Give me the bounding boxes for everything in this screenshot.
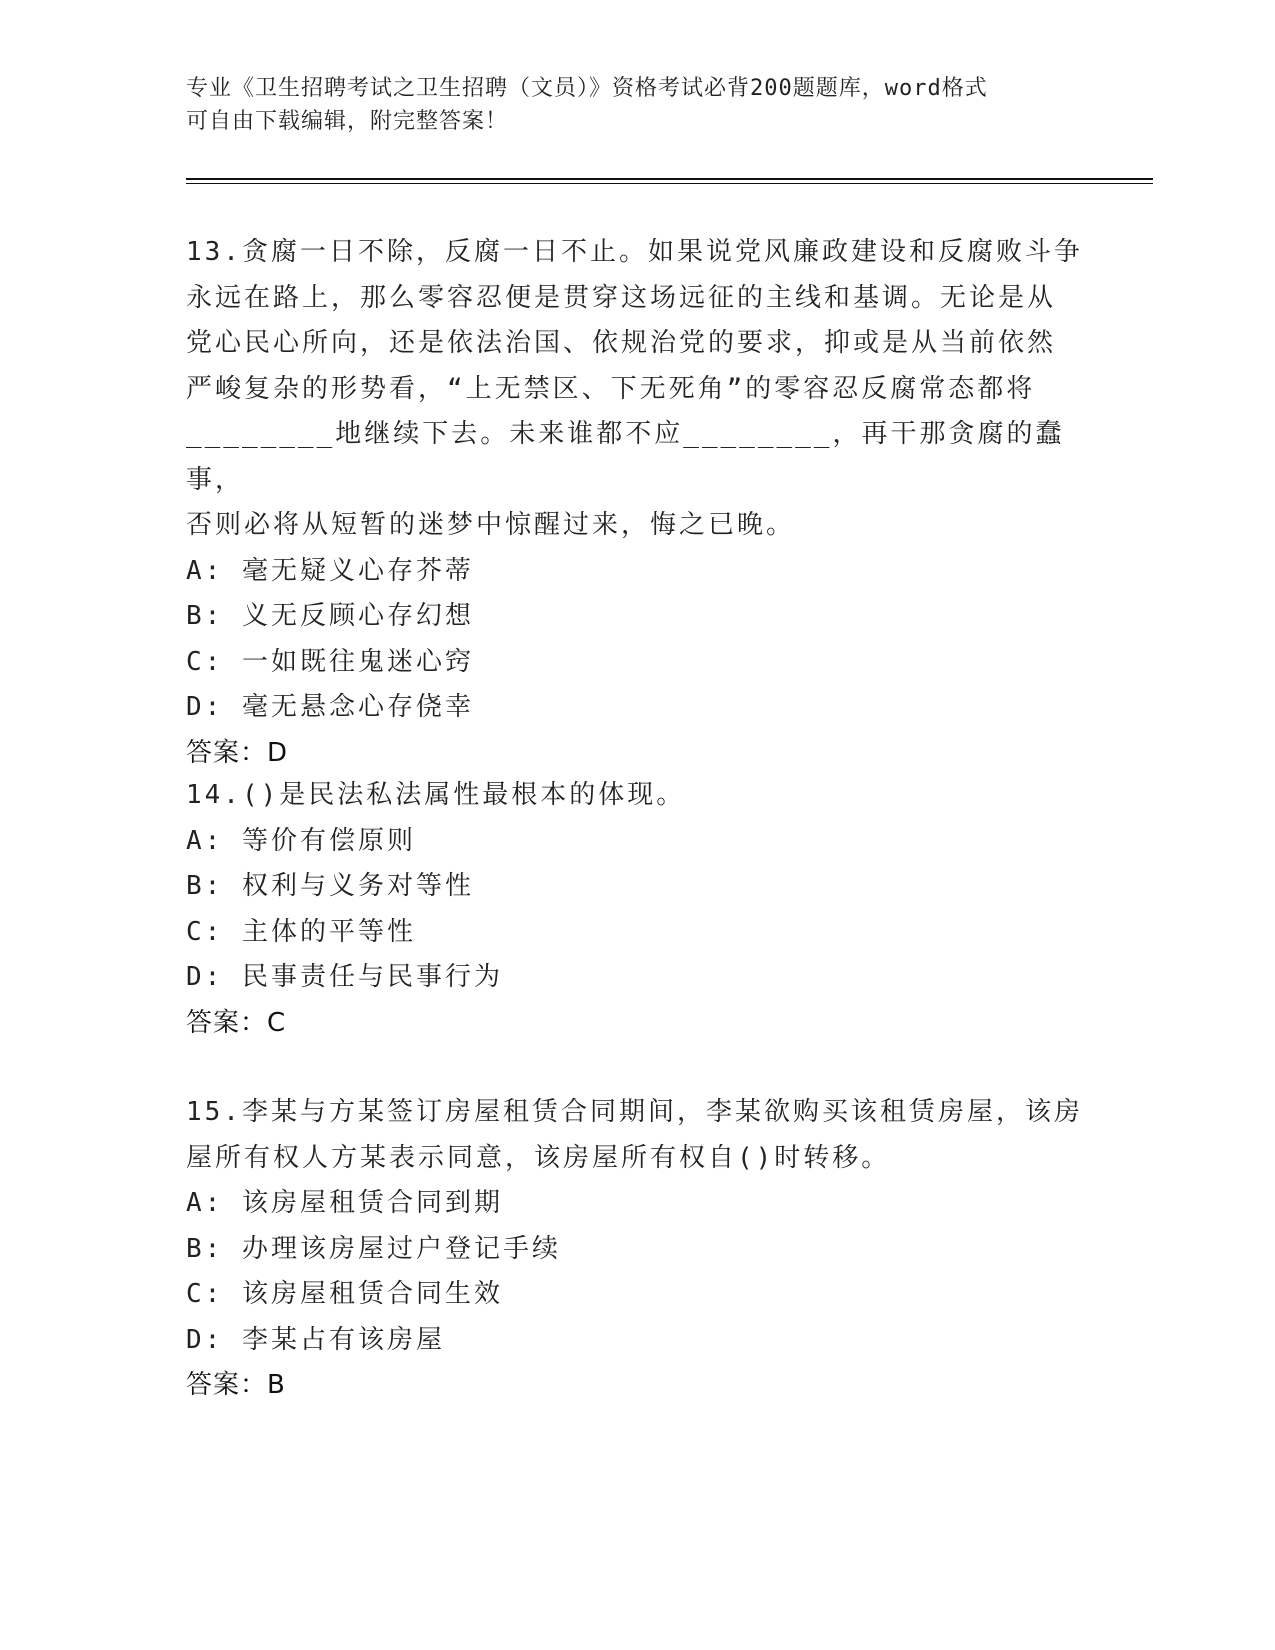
option-c: C: 一如既往鬼迷心窍 [186, 646, 474, 677]
option-a: A: 等价有偿原则 [186, 825, 416, 856]
question-text-line: 严峻复杂的形势看，“上无禁区、下无死角”的零容忍反腐常态都将 [186, 373, 1036, 404]
option-b: B: 权利与义务对等性 [186, 871, 474, 901]
answer-label: 答案：D [186, 737, 289, 768]
question-text-line: 屋所有权人方某表示同意，该房屋所有权自()时转移。 [186, 1142, 891, 1173]
option-d: D: 毫无悬念心存侥幸 [186, 692, 474, 722]
document-header [186, 72, 1066, 138]
option-a: A: 该房屋租赁合同到期 [186, 1188, 503, 1218]
option-c: C: 该房屋租赁合同生效 [186, 1279, 503, 1309]
header-divider-thick [186, 178, 1153, 180]
question-text-line: 15.李某与方某签订房屋租赁合同期间，李某欲购买该租赁房屋，该房 [186, 1097, 1083, 1127]
answer-label: 答案：C [186, 1007, 287, 1038]
option-b: B: 义无反顾心存幻想 [186, 601, 474, 631]
answer-label: 答案：B [186, 1370, 286, 1400]
question-text-line: 否则必将从短暂的迷梦中惊醒过来，悔之已晚。 [186, 510, 796, 540]
question-14 [186, 773, 1086, 1046]
question-text-line: ________地继续下去。未来谁都不应________，再干那贪腐的蠢事， [186, 419, 1065, 495]
question-text-line: 党心民心所向，还是依法治国、依规治党的要求，抑或是从当前依然 [186, 328, 1057, 358]
question-text-line: 14.()是民法私法属性最根本的体现。 [186, 780, 686, 810]
option-d: D: 民事责任与民事行为 [186, 962, 503, 992]
option-b: B: 办理该房屋过户登记手续 [186, 1233, 561, 1264]
header-divider-thin [186, 183, 1153, 184]
question-13 [186, 230, 1086, 776]
question-text-line: 13.贪腐一日不除，反腐一日不止。如果说党风廉政建设和反腐败斗争 [186, 237, 1083, 267]
header-line-1: 专业《卫生招聘考试之卫生招聘（文员）》资格考试必背200题题库，word格式 [186, 76, 988, 101]
option-d: D: 李某占有该房屋 [186, 1324, 445, 1355]
option-a: A: 毫无疑义心存芥蒂 [186, 555, 474, 586]
question-text-line: 永远在路上，那么零容忍便是贯穿这场远征的主线和基调。无论是从 [186, 282, 1057, 313]
option-c: C: 主体的平等性 [186, 916, 416, 947]
header-line-2: 可自由下载编辑，附完整答案！ [186, 109, 509, 134]
question-15 [186, 1090, 1086, 1409]
